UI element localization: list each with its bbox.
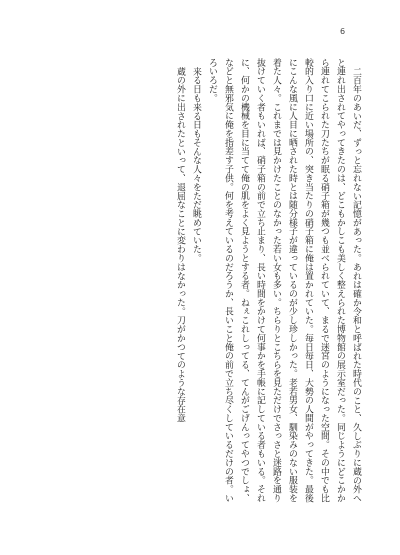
paragraph: 来る日も来る日もそんな人々をただ眺めていた。 (191, 66, 201, 263)
paragraph: 二百年のあいだ、ずっと忘れない記憶があった。あれは確か令和と呼ばれた時代のこと、久しぶりに蔵の外へと連れ出されてやってきたのは、どこもかしこも美しく整えられた博物館の展示室だった。同じようにどこかから連れてこられた刀たちが眠る硝子箱が幾つも並べられていて、まるで迷宮のようになった空間。その中でも比較的入り口に近い場所の、突き当たりの硝子箱に俺は置かれていた。毎日毎日、大勢の人間がやってきた。最後にこんな風に人目に晒された時とは随分様子が違っているのが少し珍しかった。老若男女、馴染みのない服装を着た人々。これまでは見かけたことのなかった若い女も多い。ちらりとこちらを見ただけでさっさと迷路を通り抜けていく者もいれば、硝子箱の前で立ち止まり、長い時間をかけて何事かを手帳に記している者もいる。それに、何かの機械を目に当てて俺の肌をよく見ようとする者。ねぇこれしってる、てんがごげんってやつでしょ、などと無邪気に俺を指差す子供。何を考えているのだろうか、長いこと俺の前で立ち尽くしているだけの者。いろいろだ。 (207, 58, 361, 503)
vertical-text-body (34, 58, 364, 510)
paragraph: 蔵の外に出されたといって、退屈なことに変わりはなかった。刀がかつてのような存在意 (175, 66, 185, 423)
page-number: 6 (340, 27, 346, 36)
